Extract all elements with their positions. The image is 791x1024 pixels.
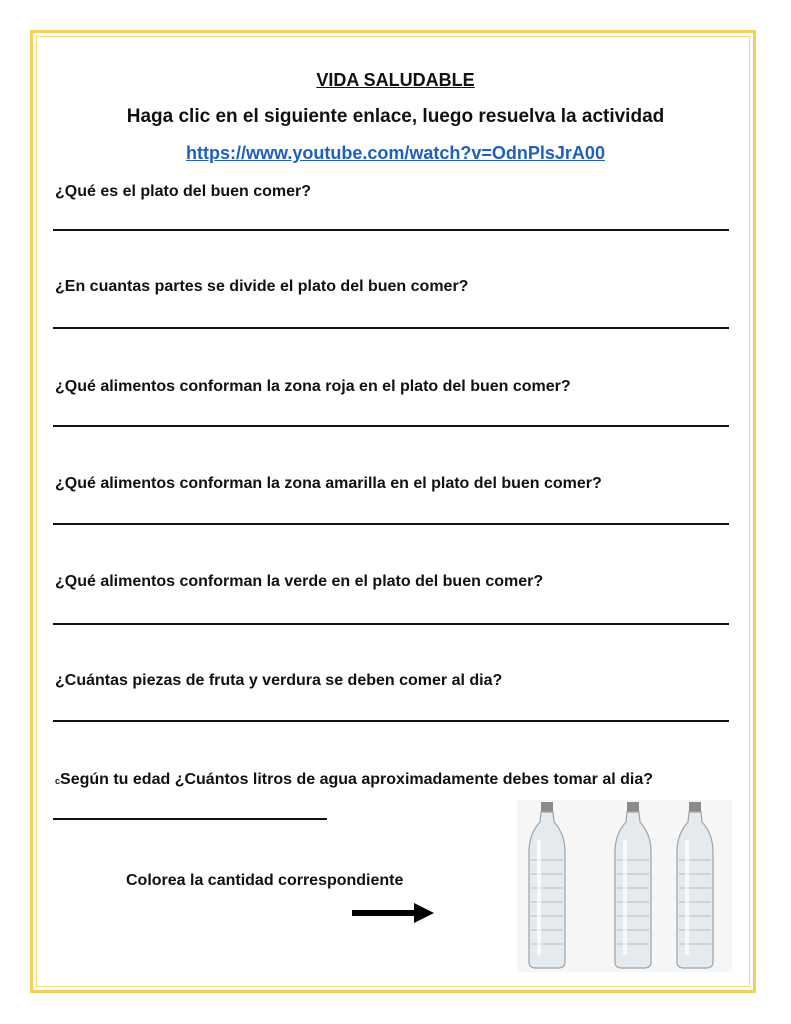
youtube-link[interactable]: https://www.youtube.com/watch?v=OdnPlsJrA00 <box>186 143 605 163</box>
instruction-text: Haga clic en el siguiente enlace, luego resuelva la actividad <box>126 106 665 127</box>
answer-line-7[interactable] <box>53 818 327 820</box>
question-3: ¿Qué alimentos conforman la zona roja en el plato del buen comer? <box>55 378 571 395</box>
water-bottle-icon[interactable] <box>525 800 569 970</box>
question-7 <box>55 771 653 789</box>
question-7-prefix: c <box>55 776 61 786</box>
question-2: ¿En cuantas partes se divide el plato del buen comer? <box>55 278 469 295</box>
question-6: ¿Cuántas piezas de fruta y verdura se deben comer al dia? <box>55 672 503 689</box>
worksheet-title: VIDA SALUDABLE <box>316 70 475 90</box>
water-bottle-icon[interactable] <box>611 800 655 970</box>
water-bottles <box>517 800 732 972</box>
arrow-right-icon <box>352 902 434 924</box>
answer-line-6[interactable] <box>53 720 729 722</box>
question-4: ¿Qué alimentos conforman la zona amarilla en el plato del buen comer? <box>55 475 602 492</box>
answer-line-5[interactable] <box>53 623 729 625</box>
color-instruction: Colorea la cantidad correspondiente <box>126 872 404 889</box>
question-1: ¿Qué es el plato del buen comer? <box>55 183 312 200</box>
question-5: ¿Qué alimentos conforman la verde en el plato del buen comer? <box>55 573 544 590</box>
answer-line-1[interactable] <box>53 229 729 231</box>
answer-line-3[interactable] <box>53 425 729 427</box>
water-bottle-icon[interactable] <box>673 800 717 970</box>
answer-line-2[interactable] <box>53 327 729 329</box>
answer-line-4[interactable] <box>53 523 729 525</box>
question-7-text: Según tu edad ¿Cuántos litros de agua aproximadamente debes tomar al dia? <box>60 771 654 788</box>
